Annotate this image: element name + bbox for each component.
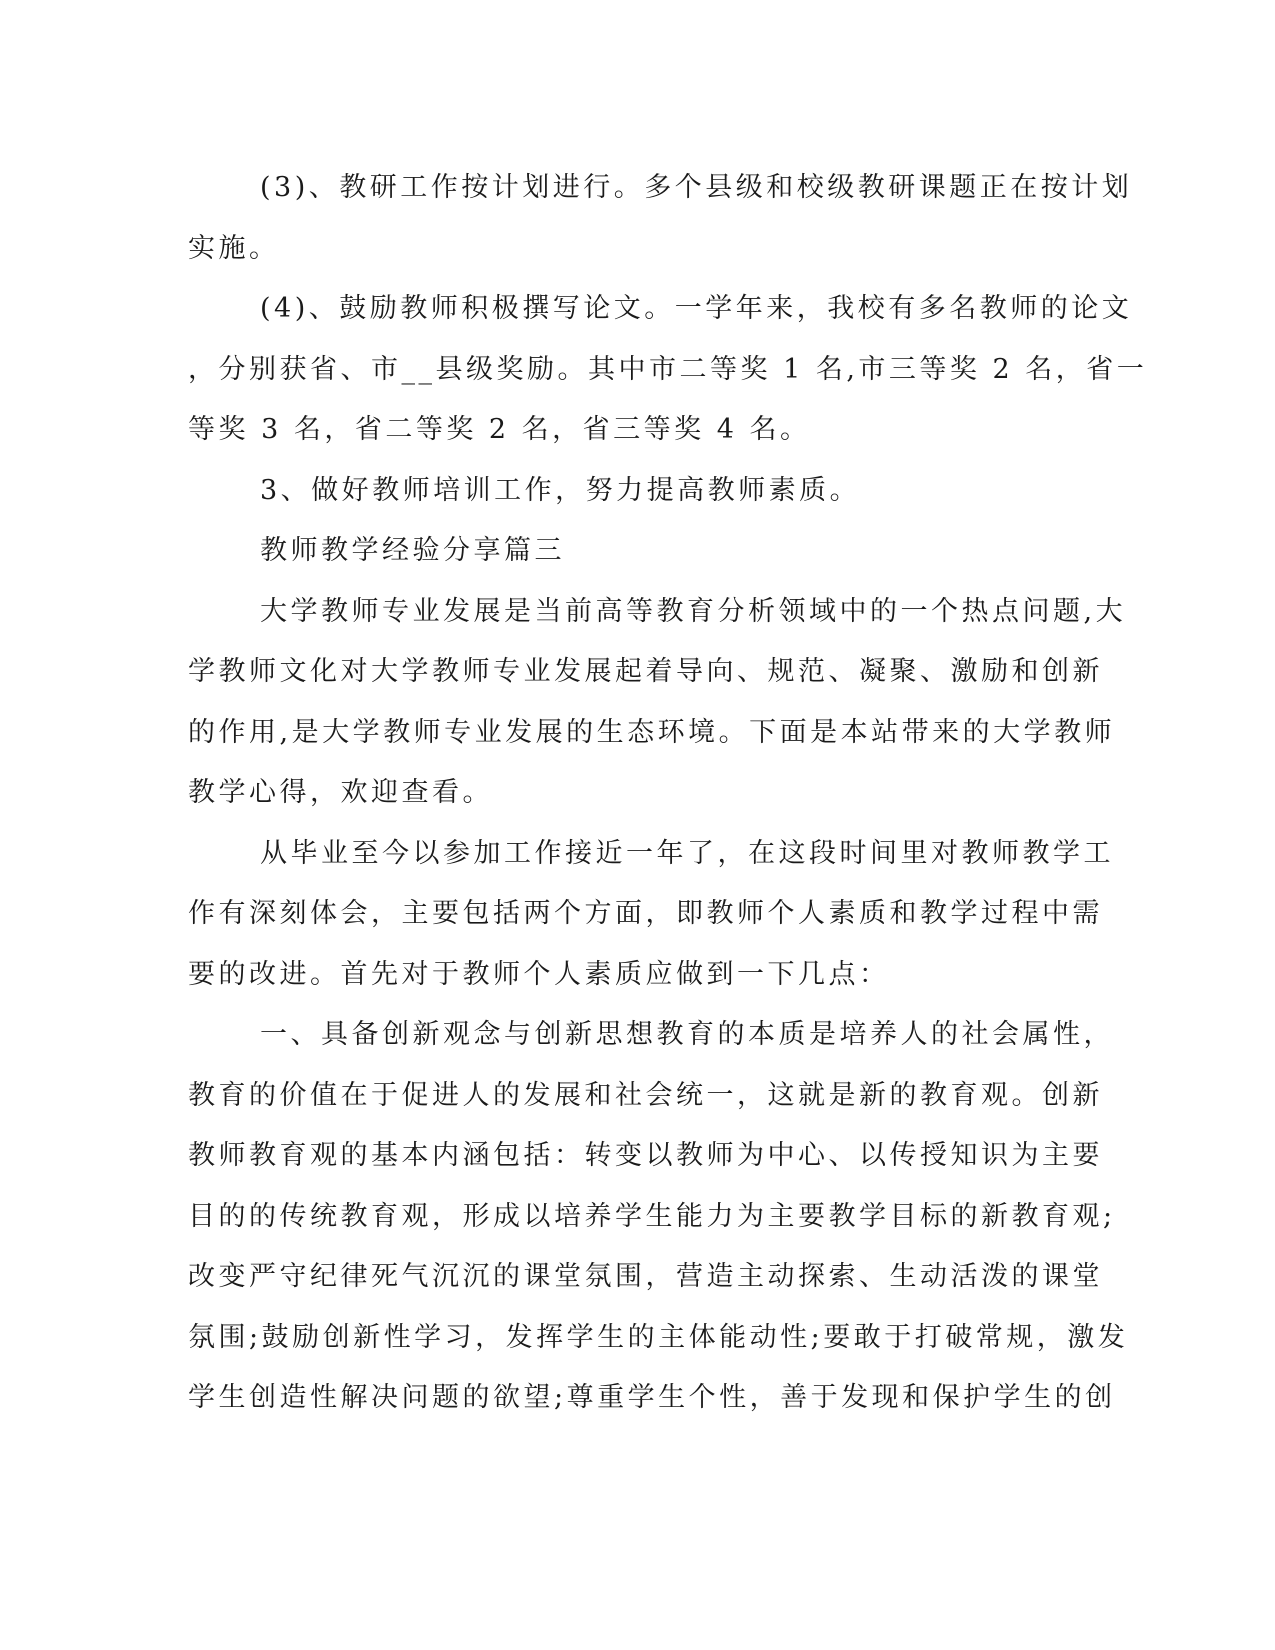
text-line: (4)、鼓励教师积极撰写论文。一学年来，我校有多名教师的论文 bbox=[260, 293, 1133, 324]
text-line: 教师教育观的基本内涵包括：转变以教师为中心、以传授知识为主要 bbox=[188, 1140, 1103, 1171]
text-line: 3、做好教师培训工作，努力提高教师素质。 bbox=[260, 474, 861, 506]
text-line: 的作用,是大学教师专业发展的生态环境。下面是本站带来的大学教师 bbox=[188, 716, 1116, 748]
paragraph-intro bbox=[188, 582, 1127, 824]
section-title: 教师教学经验分享篇三 bbox=[260, 535, 565, 566]
text-line: 大学教师专业发展是当前高等教育分析领域中的一个热点问题,大 bbox=[260, 595, 1127, 627]
text-line: 要的改进。首先对于教师个人素质应做到一下几点： bbox=[188, 958, 890, 990]
text-line: ，分别获省、市__县级奖励。其中市二等奖 1 名,市三等奖 2 名，省一 bbox=[188, 353, 1148, 385]
text-line: (3)、教研工作按计划进行。多个县级和校级教研课题正在按计划 bbox=[260, 172, 1133, 203]
text-line: 改变严守纪律死气沉沉的课堂氛围，营造主动探索、生动活泼的课堂 bbox=[188, 1261, 1103, 1292]
text-line: 教学心得，欢迎查看。 bbox=[188, 777, 493, 808]
text-line: 教育的价值在于促进人的发展和社会统一，这就是新的教育观。创新 bbox=[188, 1079, 1103, 1111]
text-line: 作有深刻体会，主要包括两个方面，即教师个人素质和教学过程中需 bbox=[188, 898, 1103, 929]
paragraph-teacher-training bbox=[188, 461, 1088, 522]
text-line: 从毕业至今以参加工作接近一年了，在这段时间里对教师教学工 bbox=[260, 837, 1114, 869]
text-line: 等奖 3 名，省二等奖 2 名，省三等奖 4 名。 bbox=[188, 414, 811, 445]
paragraph-experience bbox=[188, 824, 1114, 1006]
text-line: 一、具备创新观念与创新思想教育的本质是培养人的社会属性， bbox=[260, 1019, 1114, 1050]
text-line: 目的的传统教育观，形成以培养学生能力为主要教学目标的新教育观; bbox=[188, 1200, 1116, 1232]
paragraph-papers-awards bbox=[188, 279, 1148, 461]
document-body bbox=[188, 158, 1148, 1429]
text-line: 学生创造性解决问题的欲望;尊重学生个性，善于发现和保护学生的创 bbox=[188, 1382, 1116, 1413]
paragraph-innovation bbox=[188, 1005, 1129, 1429]
text-line: 实施。 bbox=[188, 232, 280, 264]
text-line: 氛围;鼓励创新性学习，发挥学生的主体能动性;要敢于打破常规，激发 bbox=[188, 1321, 1129, 1353]
text-line: 学教师文化对大学教师专业发展起着导向、规范、凝聚、激励和创新 bbox=[188, 656, 1103, 687]
section-heading bbox=[188, 521, 1088, 582]
paragraph-research-plan bbox=[188, 158, 1133, 279]
